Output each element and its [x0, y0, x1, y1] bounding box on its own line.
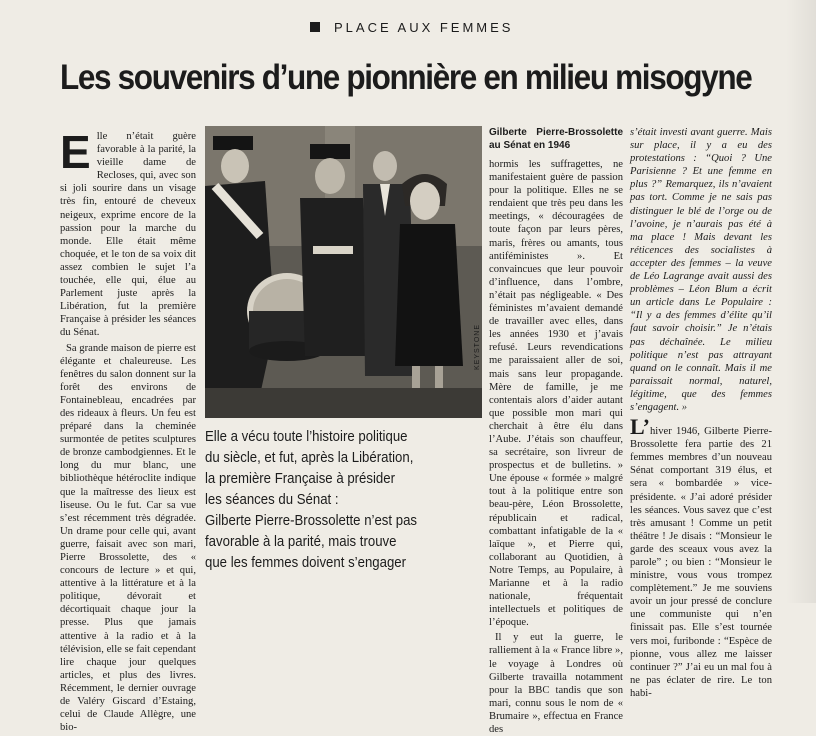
pull-quote: Elle a vécu toute l’histoire politique du siècle, et fut, après la Libération, la première Française à présider les séances du Sénat : Gilberte Pierre-Brossolette n’est pas favorable à la parité, mais trouve que les femmes doivent s’engager	[205, 428, 418, 571]
column-3-paragraph: hormis les suffragettes, ne manifestaient guère de passion pour la politique. Elles ne se rendaient que très peu dans les meetings, « découragées de toute façon par leurs pères, maris, frères ou amants, tous antiféministes ». Et convaincues que leur pouvoir d’influence, dans l’ombre, n’était pas négligeable. « Des féministes m’avaient demandé de travailler avec elles, dans les années 1930 et j’avais refusé. Leurs revendications me paraissaient aller de soi, mais sans leur propagande. Mère de famille, je me contentais alors d’aider autant que possible mon mari qui cherchait à être élu dans l’Aube. J’étais son chauffeur, sa secrétaire, son livreur de prospectus et de bulletins. » Une épouse « formée » malgré tout à la politique entre son beau-père, Léon Brossolette, républicain et radical, combattant infatigable de la « laïque », et Pierre qui, collaborant au Quotidien, à Notre Temps, au Populaire, à Marianne et à la radio nationale, fréquentait intellectuels et politiques de l’époque.	[489, 159, 623, 629]
article-column-3	[489, 126, 623, 736]
column-1-paragraph: lle n’était guère favorable à la parité, la vieille dame de Recloses, qui, avec son si joli sourire dans un visage très fin, entouré de cheveux neigeux, exprime encore de la passion pour la marche du monde. Elle était même choquée, et le ton de sa voix dit assez combien le sujet l’a touchée, elle qui, élue au Parlement juste après la Libération, fut la première Française à présider les séances du Sénat.	[60, 131, 196, 339]
archive-photo	[205, 126, 482, 418]
square-bullet-icon	[310, 22, 320, 32]
article-headline: Les souvenirs d’une pionnière en milieu misogyne	[60, 58, 752, 97]
photo-illustration	[205, 126, 482, 418]
column-4-paragraph: L’hiver 1946, Gilberte Pierre-Brossolette fera partie des 21 femmes membres d’un nouveau Sénat comportant 319 élus, et sera « bombardée » vice-présidente. « J’ai adoré présider les séances. Vous savez que c’est très amusant ! Comme un petit théâtre ! Je disais : “Monsieur le garde des sceaux vous avez la parole” ; ou bien : “Monsieur le ministre, vous vous trompez complètement.” Je me souviens avoir un jour pressé de conclure une communiste qui n’en finissait pas. Elle s’est tournée vers moi, furibonde : “Espèce de pionne, vous allez me laisser continuer ?” J’ai eu un mal fou à ne pas éclater de rire. Le ton habi-	[630, 414, 772, 699]
rubric-label: PLACE AUX FEMMES	[334, 19, 514, 35]
column-4-paragraph: s’était investi avant guerre. Mais sur place, il y a eu des protestations : “Quoi ? Une Parisienne ? Et une femme en plus ?” Remarquez, ils n’avaient pas tort. Comme je ne sais pas distinguer le blé de l’orge ou de l’avoine, je n’aurais pas été à ma place ! Mais devant les réticences des socialistes à accepter des femmes – la veuve de Léo Lagrange avait aussi des problèmes – Léon Blum a écrit un article dans Le Populaire : “Il y a des femmes d’élite qu’il faut savoir choisir.” Je n’étais pas déchaînée. Le milieu politique n’est pas attrayant quand on le connaît. Mais il me paraissait normal, naturel, légitime, que des femmes s’engagent. »	[630, 127, 772, 413]
page-fold-shadow	[786, 0, 816, 603]
article-column-4	[630, 126, 772, 699]
photo-caption: Gilberte Pierre-Brossolette au Sénat en 1946	[489, 127, 623, 151]
drop-cap: E	[60, 126, 91, 178]
section-rubric	[310, 16, 540, 38]
column-3-paragraph: Il y eut la guerre, le ralliement à la « France libre », le voyage à Londres où Gilberte travailla notamment pour la BBC tandis que son mari, connu sous le nom de « Brumaire », effectua en France des	[489, 632, 623, 736]
photo-credit: KEYSTONE	[474, 324, 481, 370]
column-1-paragraph: Sa grande maison de pierre est élégante et chaleureuse. Les fenêtres du salon donnent sur la forêt des environs de Fontainebleau, encadrées par des rideaux à fleurs. Un feu est préparé dans la cheminée surmontée de petites sculptures de bronze cambodgiennes. Et le long du mur blanc, une bibliothèque hétéroclite indique que la maîtresse des lieux est liseuse. Ou le fut. Car sa vue s’est récemment très dégradée. Un drame pour celle qui, avant guerre, faisait avec son mari, Pierre Brossolette, des « concours de lecture » et qui, attentive à la littérature et à la politique, dévorait et décortiquait chaque jour la presse. Plus que jamais attentive à la radio et à la télévision, elle se fait cependant lire chaque jour quelques articles, et plus des livres. Récemment, le dernier ouvrage de Valéry Giscard d’Estaing, celui de Claude Allègre, une bio-	[60, 342, 196, 734]
article-column-1	[60, 126, 196, 734]
